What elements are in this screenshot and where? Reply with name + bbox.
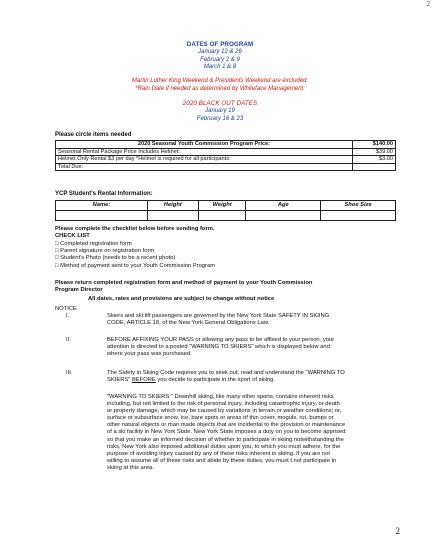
name-field[interactable] — [56, 211, 148, 221]
change-notice: All dates, rates and provisions are subject to change without notice — [88, 296, 275, 302]
checklist-item[interactable]: □ Parent signature on registration form — [55, 248, 155, 254]
age-field[interactable] — [246, 211, 321, 221]
rain-date-note: *Rain Date if needed as determined by Whiteface Management. — [135, 85, 305, 92]
rental-price-cell: $3.00 — [353, 156, 396, 164]
circle-items-label: Please circle items needed — [55, 132, 132, 138]
checkbox-icon[interactable]: □ — [55, 241, 61, 247]
checklist-title: CHECK LIST — [55, 233, 90, 239]
notice-numeral: II. — [66, 337, 71, 343]
page-number-bottom: 2 — [395, 526, 400, 536]
height-field[interactable] — [147, 211, 198, 221]
ycp-column-header: Age — [246, 201, 321, 211]
blackout-date: February 16 & 23 — [196, 115, 244, 122]
ycp-column-header: Shoe Size — [321, 201, 396, 211]
rental-item-cell: Helmet Only Rental $3 per day *Helmet is required for all participants: — [56, 156, 353, 164]
rental-price-cell: $140.00 — [353, 141, 396, 149]
checkbox-icon[interactable]: □ — [55, 248, 61, 254]
program-date: March 1 & 8 — [203, 64, 237, 70]
rental-item-cell: Seasonal Rental Package Price Includes Helmet: — [56, 148, 353, 156]
table-row[interactable] — [56, 148, 396, 156]
notice-title: NOTICE — [55, 306, 77, 312]
ycp-rental-info-heading: YCP Student's Rental Information: — [55, 191, 153, 197]
notice-item-3: The Safety in Skiing Code requires you to seek out, read and understand the "WARNING TO SKIERS" BEFORE you decide to participate in the sport of skiing. — [107, 370, 345, 384]
notice-numeral: III. — [66, 370, 73, 376]
rental-item-cell: 2020 Seasonal Youth Commission Program Price: — [56, 141, 353, 149]
weight-field[interactable] — [198, 211, 246, 221]
warning-to-skiers-paragraph: "WARNING TO SKIERS:" Downhill skiing, like many other sports, contains inherent risks including, but not limited to the risk of personal injury, including catastrophic injury, or death or property damage, which may be caused by variations in terrain or weather conditions; or, surface or subsurface snow, ice, bare spots or areas of thin cover, moguls, rut, bumps or other natural objects or man made objects that are incidental to the provision or maintenance of a ski facility in New York State. New York State imposes a duty on you to become apprised so that you make an informed decision of whether to participate in skiing notwithstanding the risks, New York also imposed additional duties upon you, to which you must adhere, for the purpose of avoiding injury caused by any of these risks inherent in skiing. If you are not willing to assume all of these risks and abide by these duties, you must t not participate in skiing at this area. — [107, 394, 346, 471]
checkbox-icon[interactable]: □ — [55, 255, 61, 261]
return-instructions: Please return completed registration form and method of payment to your Youth Commission — [55, 280, 313, 286]
rental-price-cell: $39.00 — [353, 148, 396, 156]
return-instructions-cont: Program Director — [55, 287, 103, 293]
program-date: January 12 & 26 — [198, 49, 242, 55]
total-due-cell[interactable] — [353, 163, 396, 171]
ycp-column-header: Weight — [198, 201, 246, 211]
checkbox-icon[interactable]: □ — [55, 262, 61, 269]
program-date: February 2 & 9 — [200, 56, 240, 63]
page-number-top: 2 — [426, 0, 430, 8]
program-dates-heading: DATES OF PROGRAM — [186, 41, 254, 48]
checklist-item[interactable]: □ Method of payment sent to your Youth Commission Program — [55, 262, 216, 269]
ycp-rental-info-table — [55, 200, 396, 221]
checklist-intro: Please complete the checklist below before sending form. — [55, 226, 215, 232]
rental-item-cell: Total Due: — [56, 163, 353, 171]
checklist-item[interactable]: □ Student's Photo (needs to be a recent photo) — [55, 255, 176, 261]
table-row[interactable] — [56, 141, 396, 149]
excluded-weekends-note: Martin Luther King Weekend & Presidents Weekend are excluded. — [131, 78, 309, 84]
notice-item-1: Skiers and ski lift passengers are governed by the New York State SAFETY IN SKIING CODE, ARTICLE 18, of the New York General Obligations Law. — [107, 313, 330, 327]
ycp-column-header: Name: — [56, 201, 148, 211]
table-row[interactable] — [56, 163, 396, 171]
table-row — [56, 201, 396, 211]
rental-price-table — [55, 140, 396, 171]
table-row[interactable] — [56, 211, 396, 221]
notice-numeral: I. — [66, 313, 70, 319]
ycp-column-header: Height — [147, 201, 198, 211]
blackout-date: January 19 — [205, 108, 235, 114]
blackout-dates-heading: 2020 BLACK OUT DATES — [182, 100, 258, 107]
checklist-item[interactable]: □ Completed registration form — [55, 241, 132, 247]
shoe-size-field[interactable] — [321, 211, 396, 221]
table-row[interactable] — [56, 156, 396, 164]
notice-item-2: BEFORE AFFIXING YOUR PASS or allowing any pass to be affixed to your person, your attention is directed to a posted "WARNING TO SKIERS" which is displayed below and where your pass was purchased. — [107, 337, 335, 358]
